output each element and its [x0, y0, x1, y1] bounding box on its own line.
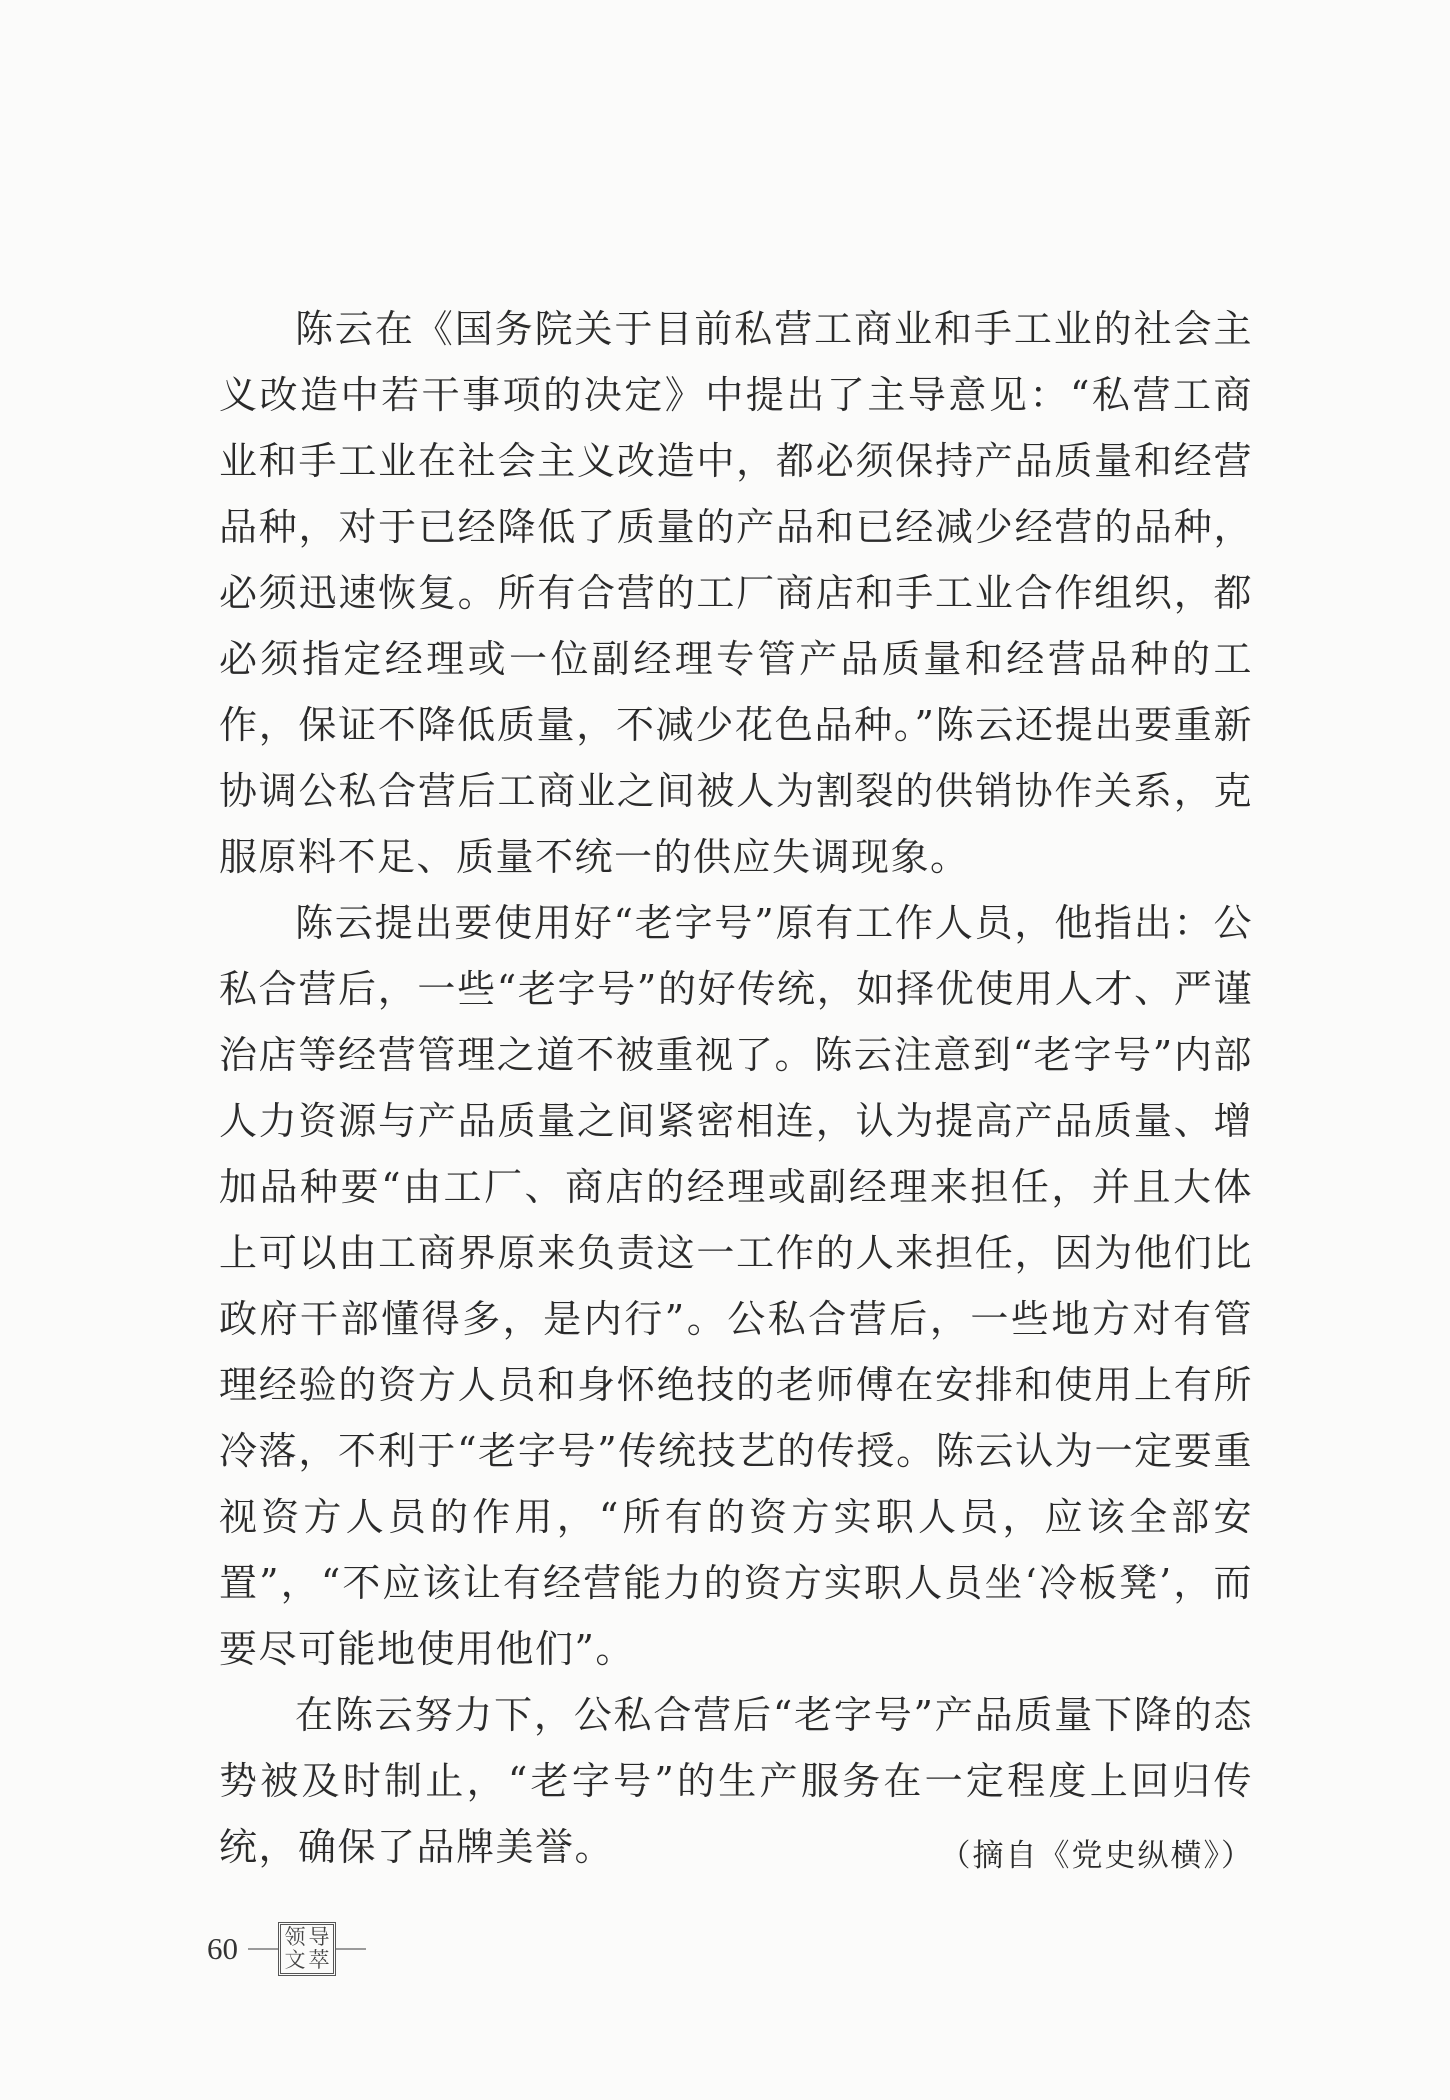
article-body	[219, 296, 1253, 1880]
footer-rule-right	[336, 1948, 366, 1950]
source-citation: （摘自《党史纵横》）	[939, 1838, 1254, 1874]
journal-logo	[278, 1922, 336, 1976]
journal-logo-char: 领	[284, 1925, 306, 1949]
journal-logo-char: 萃	[308, 1948, 330, 1972]
page-footer	[207, 1919, 366, 1979]
page-number: 60	[207, 1931, 238, 1966]
footer-rule-left	[248, 1948, 278, 1950]
paragraph: 在陈云努力下，公私合营后“老字号”产品质量下降的态势被及时制止，“老字号”的生产服务在一定程度上回归传统，确保了品牌美誉。	[219, 1693, 1253, 1869]
journal-logo-char: 导	[308, 1925, 330, 1949]
journal-logo-char: 文	[284, 1948, 306, 1972]
paragraph: 陈云在《国务院关于目前私营工商业和手工业的社会主义改造中若干事项的决定》中提出了主导意见：“私营工商业和手工业在社会主义改造中，都必须保持产品质量和经营品种，对于已经降低了质量的产品和已经减少经营的品种，必须迅速恢复。所有合营的工厂商店和手工业合作组织，都必须指定经理或一位副经理专管产品质量和经营品种的工作，保证不降低质量，不减少花色品种。”陈云还提出要重新协调公私合营后工商业之间被人为割裂的供销协作关系，克服原料不足、质量不统一的供应失调现象。	[219, 307, 1253, 879]
paragraph: 陈云提出要使用好“老字号”原有工作人员，他指出：公私合营后，一些“老字号”的好传统，如择优使用人才、严谨治店等经营管理之道不被重视了。陈云注意到“老字号”内部人力资源与产品质量之间紧密相连，认为提高产品质量、增加品种要“由工厂、商店的经理或副经理来担任，并且大体上可以由工商界原来负责这一工作的人来担任，因为他们比政府干部懂得多，是内行”。公私合营后，一些地方对有管理经验的资方人员和身怀绝技的老师傅在安排和使用上有所冷落，不利于“老字号”传统技艺的传授。陈云认为一定要重视资方人员的作用，“所有的资方实职人员，应该全部安置”，“不应该让有经营能力的资方实职人员坐‘冷板凳’，而要尽可能地使用他们”。	[219, 901, 1253, 1671]
